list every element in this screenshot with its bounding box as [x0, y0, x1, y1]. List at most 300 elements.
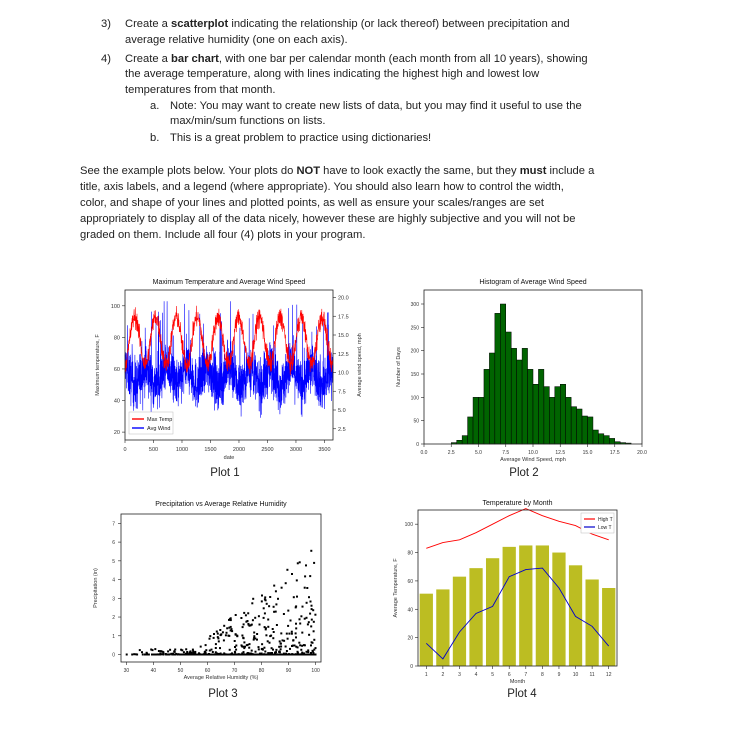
- y2-tick-label: 7.5: [338, 389, 346, 396]
- item-number: 4): [101, 53, 111, 65]
- x-tick-label: 90: [285, 668, 292, 674]
- paragraph-line2: title, axis labels, and a legend (where appropriate). You should also learn how to control the width,: [80, 181, 564, 193]
- scatter-point: [185, 648, 187, 650]
- y-tick-label: 20: [407, 635, 413, 642]
- histogram-bar: [538, 369, 543, 444]
- scatter-point: [296, 596, 298, 598]
- scatter-point: [305, 564, 307, 566]
- scatter-point: [245, 614, 247, 616]
- scatter-point: [253, 632, 255, 634]
- y-tick-label: 2: [112, 615, 115, 622]
- y-tick-label: 300: [410, 302, 419, 308]
- scatter-point: [222, 654, 224, 656]
- histogram-bar: [533, 384, 538, 444]
- y-tick-label: 100: [404, 522, 413, 529]
- temperature-bar: [503, 547, 516, 666]
- temperature-bar: [420, 594, 433, 666]
- y2-tick-label: 5.0: [338, 408, 346, 414]
- scatter-point: [265, 627, 267, 629]
- plot2-xlabel: Average Wind Speed, mph: [500, 457, 566, 463]
- scatter-point: [311, 641, 313, 643]
- scatter-point: [215, 643, 217, 645]
- para-bold: must: [519, 165, 547, 177]
- scatter-point: [313, 649, 315, 651]
- scatter-point: [247, 612, 249, 614]
- plot1-xlabel: date: [223, 455, 235, 461]
- scatter-point: [158, 650, 160, 652]
- scatter-point: [169, 649, 171, 651]
- scatter-point: [313, 621, 315, 623]
- scatter-point: [156, 654, 158, 656]
- scatter-point: [219, 629, 221, 631]
- scatter-point: [173, 654, 175, 656]
- item3-post: indicating the relationship (or lack thereof) between precipitation and: [228, 18, 570, 30]
- x-tick-label: 5.0: [475, 450, 482, 456]
- scatter-point: [223, 625, 225, 627]
- histogram-bar: [577, 409, 582, 444]
- y-tick-label: 1: [112, 633, 115, 640]
- scatter-point: [226, 632, 228, 634]
- scatter-point: [241, 644, 243, 646]
- scatter-point: [251, 602, 253, 604]
- scatter-point: [269, 596, 271, 598]
- item3-line1: [125, 17, 570, 32]
- scatter-point: [290, 620, 292, 622]
- scatter-point: [240, 617, 242, 619]
- scatter-point: [263, 647, 265, 649]
- histogram-bar: [489, 353, 494, 444]
- scatter-point: [299, 561, 301, 563]
- scatter-point: [235, 645, 237, 647]
- scatter-point: [295, 623, 297, 625]
- scatter-point: [301, 652, 303, 654]
- scatter-point: [261, 648, 263, 650]
- scatter-point: [230, 626, 232, 628]
- scatter-point: [158, 654, 160, 656]
- scatter-point: [234, 651, 236, 653]
- x-tick-label: 3500: [318, 447, 331, 453]
- scatter-point: [252, 598, 254, 600]
- scatter-point: [160, 650, 162, 652]
- scatter-point: [205, 644, 207, 646]
- item4-line2: the average temperature, along with lines indicating the highest high and lowest low: [125, 68, 540, 80]
- scatter-point: [286, 650, 288, 652]
- scatter-point: [250, 624, 252, 626]
- scatter-point: [306, 651, 308, 653]
- scatter-point: [275, 649, 277, 651]
- scatter-point: [245, 621, 247, 623]
- scatter-point: [299, 654, 301, 656]
- item4-line3: temperatures from that month.: [125, 84, 276, 96]
- scatter-point: [175, 653, 177, 655]
- scatter-point: [293, 596, 295, 598]
- y2-tick-label: 10.0: [338, 370, 349, 377]
- histogram-bar: [588, 417, 593, 444]
- item3-bold: scatterplot: [171, 18, 229, 30]
- scatter-point: [205, 654, 207, 656]
- scatter-point: [139, 649, 141, 651]
- x-tick-label: 100: [311, 668, 320, 674]
- scatter-point: [279, 651, 281, 653]
- scatter-point: [280, 632, 282, 634]
- paragraph-line4: appropriately to display all of the data nicely, however these are highly subjective and you will not be: [80, 213, 576, 225]
- temperature-bar: [536, 545, 549, 666]
- scatter-point: [306, 654, 308, 656]
- scatter-point: [236, 654, 238, 656]
- scatter-point: [308, 621, 310, 623]
- scatter-point: [295, 632, 297, 634]
- scatter-point: [272, 654, 274, 656]
- scatter-point: [289, 648, 291, 650]
- plot3-xlabel: Average Relative Humidity (%): [183, 675, 259, 681]
- scatter-point: [304, 587, 306, 589]
- scatter-point: [288, 633, 290, 635]
- scatter-point: [209, 650, 211, 652]
- temperature-bar: [602, 588, 615, 666]
- scatter-point: [306, 587, 308, 589]
- scatter-point: [313, 562, 315, 564]
- scatter-point: [291, 631, 293, 633]
- scatter-point: [213, 633, 215, 635]
- scatter-point: [261, 595, 263, 597]
- scatter-point: [291, 633, 293, 635]
- scatter-point: [167, 654, 169, 656]
- plot3-figure: [85, 494, 355, 694]
- scatter-point: [272, 637, 274, 639]
- scatter-point: [229, 618, 231, 620]
- scatter-point: [245, 654, 247, 656]
- scatter-point: [186, 651, 188, 653]
- scatter-point: [229, 649, 231, 651]
- x-tick-label: 40: [150, 668, 157, 674]
- x-tick-label: 9: [557, 672, 561, 678]
- scatter-point: [242, 637, 244, 639]
- para-bold: NOT: [296, 165, 321, 177]
- x-tick-label: 1: [424, 672, 428, 678]
- scatter-point: [234, 640, 236, 642]
- histogram-bar: [571, 407, 576, 444]
- y-tick-label: 100: [410, 395, 419, 402]
- scatter-point: [218, 640, 220, 642]
- scatter-point: [228, 635, 230, 637]
- scatter-point: [186, 653, 188, 655]
- scatter-point: [287, 638, 289, 640]
- scatter-point: [265, 634, 267, 636]
- scatter-point: [291, 573, 293, 575]
- histogram-bar: [495, 313, 500, 444]
- scatter-point: [273, 631, 275, 633]
- scatter-point: [255, 651, 257, 653]
- scatter-point: [297, 562, 299, 564]
- scatter-point: [216, 631, 218, 633]
- histogram-bar: [479, 397, 484, 444]
- scatter-point: [310, 654, 312, 656]
- scatter-point: [291, 654, 293, 656]
- x-tick-label: 2.5: [447, 450, 455, 456]
- scatter-point: [263, 617, 265, 619]
- scatter-point: [219, 647, 221, 649]
- x-tick-label: 0: [123, 447, 127, 453]
- x-tick-label: 1000: [175, 447, 189, 453]
- scatter-point: [264, 612, 266, 614]
- histogram-bar: [560, 384, 565, 444]
- scatter-point: [231, 654, 233, 656]
- y-tick-label: 100: [110, 303, 120, 310]
- x-tick-label: 15.0: [582, 450, 593, 456]
- scatter-point: [314, 614, 316, 616]
- scatter-point: [302, 606, 304, 608]
- scatter-point: [292, 640, 294, 642]
- item4-post: , with one bar per calendar month (each month from all 10 years), showing: [218, 53, 588, 65]
- x-tick-label: 20.0: [637, 450, 647, 456]
- scatter-point: [266, 603, 268, 605]
- plot2-caption: Plot 2: [509, 467, 539, 479]
- y-tick-label: 0: [112, 652, 115, 659]
- scatter-point: [189, 654, 191, 656]
- x-tick-label: 3000: [289, 447, 303, 453]
- scatter-point: [133, 653, 135, 655]
- temperature-bar: [469, 568, 482, 666]
- scatter-point: [258, 615, 260, 617]
- temperature-bar: [519, 545, 532, 666]
- scatter-point: [279, 640, 281, 642]
- x-tick-label: 8: [540, 672, 544, 678]
- scatter-point: [257, 654, 259, 656]
- plot1-y2label: Average wind speed, mph: [357, 333, 363, 397]
- scatter-point: [242, 626, 244, 628]
- scatter-point: [278, 646, 280, 648]
- y-tick-label: 6: [112, 540, 115, 547]
- scatter-point: [301, 645, 303, 647]
- scatter-point: [247, 623, 249, 625]
- scatter-point: [211, 654, 213, 656]
- scatter-point: [306, 602, 308, 604]
- x-tick-label: 1500: [204, 447, 217, 453]
- scatter-point: [268, 605, 270, 607]
- paragraph-line3: color, and shape of your lines and plotted points, as well as ensure your scales/ranges are set: [80, 197, 544, 209]
- scatter-point: [241, 635, 243, 637]
- x-tick-label: 2000: [232, 447, 246, 453]
- scatter-point: [259, 624, 261, 626]
- scatter-point: [126, 654, 128, 656]
- scatter-point: [263, 607, 265, 609]
- y-tick-label: 40: [407, 607, 413, 614]
- x-tick-label: 60: [204, 668, 211, 674]
- sub-a-line1: Note: You may want to create new lists of data, but you may find it useful to use the: [170, 100, 582, 112]
- scatter-point: [215, 647, 217, 649]
- scatter-point: [217, 636, 219, 638]
- scatter-point: [267, 654, 269, 656]
- scatter-point: [299, 623, 301, 625]
- histogram-bar: [462, 436, 467, 444]
- x-tick-label: 5: [491, 672, 495, 678]
- y-tick-label: 50: [413, 418, 419, 425]
- scatter-point: [231, 628, 233, 630]
- scatter-point: [217, 633, 219, 635]
- temperature-bar: [552, 553, 565, 666]
- scatter-point: [275, 603, 277, 605]
- x-tick-label: 0.0: [420, 450, 428, 456]
- scatter-point: [287, 610, 289, 612]
- scatter-point: [253, 635, 255, 637]
- scatter-point: [174, 651, 176, 653]
- scatter-point: [264, 596, 266, 598]
- y-tick-label: 60: [407, 578, 413, 585]
- scatter-point: [192, 649, 194, 651]
- scatter-point: [215, 651, 217, 653]
- scatter-point: [275, 651, 277, 653]
- plot2-ylabel: Number of Days: [396, 347, 402, 387]
- scatter-point: [280, 643, 282, 645]
- scatter-point: [299, 618, 301, 620]
- para-text: include a: [546, 165, 595, 177]
- y-tick-label: 3: [112, 596, 115, 603]
- x-tick-label: 500: [148, 447, 159, 453]
- y-tick-label: 60: [113, 366, 120, 373]
- scatter-point: [255, 654, 257, 656]
- y2-tick-label: 17.5: [338, 314, 349, 321]
- scatter-point: [287, 654, 289, 656]
- scatter-point: [311, 619, 313, 621]
- scatter-point: [249, 654, 251, 656]
- scatter-point: [269, 642, 271, 644]
- scatter-point: [253, 639, 255, 641]
- histogram-bar: [609, 438, 614, 444]
- scatter-point: [183, 651, 185, 653]
- scatter-point: [243, 612, 245, 614]
- histogram-bar: [457, 440, 462, 444]
- item4-pre: Create a: [125, 53, 172, 65]
- scatter-point: [280, 646, 282, 648]
- scatter-point: [270, 654, 272, 656]
- scatter-point: [267, 640, 269, 642]
- y-tick-label: 7: [112, 521, 115, 528]
- y2-tick-label: 15.0: [338, 333, 349, 339]
- scatter-point: [310, 550, 312, 552]
- histogram-bar: [555, 387, 560, 444]
- scatter-point: [312, 609, 314, 611]
- scatter-point: [179, 654, 181, 656]
- scatter-point: [254, 617, 256, 619]
- x-tick-label: 2: [441, 672, 445, 678]
- plot1-ylabel: Maximum temperature, F: [95, 334, 101, 396]
- temperature-bar: [486, 558, 499, 666]
- scatter-point: [281, 654, 283, 656]
- scatter-point: [313, 639, 315, 641]
- scatter-point: [162, 654, 164, 656]
- y-tick-label: 200: [410, 348, 419, 355]
- scatter-point: [261, 600, 263, 602]
- x-tick-label: 2500: [261, 447, 274, 453]
- scatter-point: [243, 623, 245, 625]
- x-tick-label: 10.0: [528, 450, 538, 456]
- paragraph-line5: graded on them. Include all four (4) plots in your program.: [80, 229, 366, 241]
- x-tick-label: 10: [572, 672, 579, 678]
- scatter-point: [309, 575, 311, 577]
- plot2-figure: [392, 272, 652, 472]
- plot4-chart: [392, 494, 652, 694]
- item3-line2: average relative humidity (one on each axis).: [125, 34, 348, 46]
- scatter-point: [285, 653, 287, 655]
- scatter-point: [301, 632, 303, 634]
- scatter-point: [296, 579, 298, 581]
- histogram-bar: [473, 397, 478, 444]
- scatter-point: [200, 646, 202, 648]
- plot2-chart: [392, 272, 652, 472]
- scatter-point: [300, 649, 302, 651]
- plot2-title: Histogram of Average Wind Speed: [479, 279, 587, 286]
- plot4-title: Temperature by Month: [482, 500, 553, 507]
- scatter-point: [299, 644, 301, 646]
- scatter-point: [241, 654, 243, 656]
- scatter-point: [209, 635, 211, 637]
- scatter-point: [256, 633, 258, 635]
- para-text: See the example plots below. Your plots do: [80, 165, 297, 177]
- y-tick-label: 80: [407, 550, 413, 557]
- x-tick-label: 50: [177, 668, 184, 674]
- scatter-point: [300, 615, 302, 617]
- scatter-point: [264, 598, 266, 600]
- scatter-point: [306, 617, 308, 619]
- histogram-bar: [582, 416, 587, 444]
- plot1-figure: [85, 272, 363, 472]
- histogram-bar: [511, 348, 516, 444]
- scatter-point: [177, 653, 179, 655]
- scatter-point: [275, 590, 277, 592]
- plot3-ylabel: Precipitation (in): [93, 568, 99, 608]
- scatter-point: [147, 654, 149, 656]
- histogram-bar: [528, 369, 533, 444]
- plot1-title: Maximum Temperature and Average Wind Speed: [152, 279, 306, 286]
- scatter-point: [267, 619, 269, 621]
- scatter-point: [295, 636, 297, 638]
- scatter-point: [313, 630, 315, 632]
- scatter-point: [258, 646, 260, 648]
- scatter-point: [214, 653, 216, 655]
- temperature-bar: [585, 579, 598, 666]
- scatter-point: [246, 644, 248, 646]
- scatter-point: [180, 649, 182, 651]
- scatter-point: [264, 651, 266, 653]
- scatter-point: [202, 654, 204, 656]
- y2-tick-label: 2.5: [338, 426, 346, 433]
- para-text: have to look exactly the same, but they: [320, 165, 520, 177]
- scatter-point: [154, 648, 156, 650]
- plot3-title: Precipitation vs Average Relative Humidity: [155, 501, 287, 508]
- scatter-point: [294, 645, 296, 647]
- scatter-point: [267, 626, 269, 628]
- legend-label-avg-wind: Avg Wind: [147, 426, 171, 432]
- scatter-point: [309, 613, 311, 615]
- item4-bold: bar chart: [171, 53, 219, 65]
- scatter-point: [258, 648, 260, 650]
- x-tick-label: 12: [605, 672, 612, 678]
- y-tick-label: 0: [416, 442, 419, 448]
- sub-a-line2: max/min/sum functions on lists.: [170, 115, 326, 127]
- y-tick-label: 20: [113, 430, 120, 437]
- scatter-point: [167, 650, 169, 652]
- temperature-bar: [453, 577, 466, 666]
- scatter-point: [225, 634, 227, 636]
- scatter-point: [213, 637, 215, 639]
- scatter-point: [310, 644, 312, 646]
- scatter-point: [275, 611, 277, 613]
- sub-b-line1: This is a great problem to practice using dictionaries!: [170, 132, 432, 144]
- scatter-point: [295, 627, 297, 629]
- histogram-bar: [500, 304, 505, 444]
- scatter-point: [153, 654, 155, 656]
- histogram-bar: [544, 387, 549, 444]
